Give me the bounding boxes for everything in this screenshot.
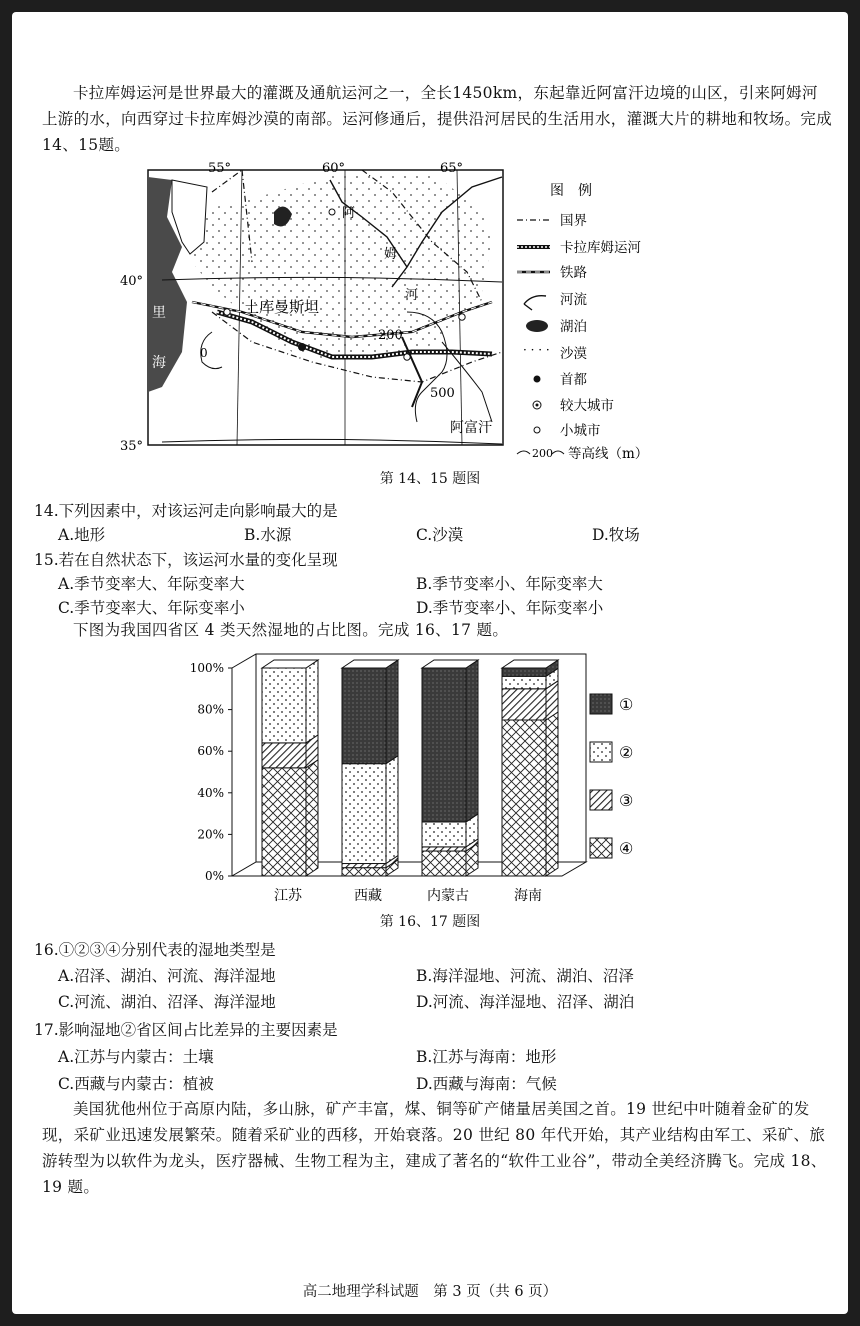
legend-small-city	[534, 423, 601, 439]
bar-side	[386, 660, 398, 764]
bar-front	[262, 668, 306, 743]
contour-0-label: 0	[200, 346, 208, 360]
legend-label: ④	[619, 839, 634, 858]
bar-front	[342, 668, 386, 764]
svg-text:沙漠: 沙漠	[560, 346, 587, 362]
bar-front	[502, 668, 546, 676]
lat-35-label: 35°	[120, 439, 144, 454]
legend-desert	[523, 343, 588, 362]
svg-text:首都: 首都	[560, 372, 587, 388]
q14-option-a: A.地形	[58, 526, 106, 544]
chart-top-edge	[232, 654, 256, 668]
q15-option-c: C.季节变率大、年际变率小	[58, 599, 245, 617]
y-tick-label: 40%	[197, 785, 224, 800]
bar-segment	[422, 660, 478, 822]
q14-stem: 14.下列因素中，对该运河走向影响最大的是	[34, 502, 338, 520]
x-category-label: 西藏	[354, 888, 382, 904]
bar-side	[306, 760, 318, 876]
bar-front	[342, 764, 386, 864]
map-label-sea-1: 里	[152, 305, 166, 321]
q15-option-d: D.季节变率小、年际变率小	[416, 599, 604, 617]
bar-segment	[262, 660, 318, 743]
q17-option-c: C.西藏与内蒙古：植被	[58, 1075, 214, 1093]
bar-front	[422, 847, 466, 851]
svg-text:200: 200	[532, 447, 553, 460]
q16-stem: 16.①②③④分别代表的湿地类型是	[34, 941, 276, 959]
intro-q18-19: 美国犹他州位于高原内陆，多山脉，矿产丰富，煤、铜等矿产储量居美国之首。19 世纪中叶随着金矿的发现，采矿业迅速发展繁荣。随着采矿业的西移，开始衰落。20 世纪 80 年代开始，其产业结构由军工、采矿、旅游转型为以软件为龙头，医疗器械、生物工程为主，建成了著名的“软件工业谷”，带动全美经济腾飞。完成 18、19 题。	[42, 1100, 827, 1196]
q16-option-d: D.河流、海洋湿地、沼泽、湖泊	[416, 993, 635, 1011]
svg-text:卡拉库姆运河: 卡拉库姆运河	[560, 240, 641, 256]
y-tick-label: 100%	[189, 661, 224, 675]
bar-front	[342, 868, 386, 876]
y-tick-label: 0%	[204, 869, 224, 883]
x-category-label: 海南	[514, 888, 542, 904]
q14-option-d: D.牧场	[592, 526, 640, 544]
x-category-label: 内蒙古	[427, 888, 469, 904]
chart-bars	[262, 660, 558, 876]
q14-option-b: B.水源	[244, 526, 292, 544]
intro-q14-15: 卡拉库姆运河是世界最大的灌溉及通航运河之一，全长1450km，东起靠近阿富汗边境的山区，引来阿姆河上游的水，向西穿过卡拉库姆沙漠的南部。运河修通后，提供沿河居民的生活用水，灌溉大片的耕地和牧场。完成14、15题。	[42, 84, 833, 154]
legend-border	[517, 213, 588, 229]
y-tick-label: 60%	[197, 744, 224, 759]
bar-side	[466, 660, 478, 822]
map-label-sea-2: 海	[152, 355, 166, 371]
chart-x-axis	[274, 887, 542, 904]
bar-side	[546, 712, 558, 876]
svg-text:铁路: 铁路	[560, 265, 587, 281]
x-category-label: 江苏	[274, 888, 302, 904]
svg-text:国界: 国界	[560, 213, 587, 229]
legend-lake	[526, 319, 587, 335]
svg-text:等高线（m）: 等高线（m）	[568, 446, 649, 462]
legend-railway	[517, 264, 588, 281]
bar-segment	[342, 660, 398, 764]
legend-label: ①	[619, 695, 634, 714]
lon-60-label: 60°	[322, 161, 346, 176]
legend-capital	[534, 372, 588, 388]
q15-option-b: B.季节变率小、年际变率大	[416, 575, 603, 593]
svg-text:小城市: 小城市	[560, 423, 601, 439]
map-label-afghanistan: 阿富汗	[450, 420, 492, 436]
bar-front	[422, 851, 466, 876]
chart-legend	[590, 694, 633, 858]
legend-label: ③	[619, 791, 634, 810]
lon-55-label: 55°	[208, 161, 232, 176]
legend-title: 图 例	[550, 183, 592, 199]
contour-200-label: 200	[378, 328, 403, 343]
y-tick-label: 80%	[197, 702, 224, 717]
wetland-share-chart	[12, 642, 848, 912]
svg-text:湖泊: 湖泊	[560, 319, 587, 335]
lon-65-label: 65°	[440, 161, 464, 176]
page-footer: 高二地理学科试题 第 3 页（共 6 页）	[302, 1284, 558, 1300]
q16-option-c: C.河流、湖泊、沼泽、海洋湿地	[58, 993, 276, 1011]
lat-40-label: 40°	[120, 274, 144, 289]
svg-text:河流: 河流	[560, 292, 587, 308]
svg-text:· · · ·: · · · ·	[523, 343, 550, 357]
bar-segment	[262, 760, 318, 876]
bar-side	[386, 756, 398, 864]
svg-text:较大城市: 较大城市	[560, 398, 614, 414]
legend-contour	[517, 445, 648, 462]
bar-front	[502, 720, 546, 876]
q14-option-c: C.沙漠	[416, 526, 464, 544]
bar-side	[306, 660, 318, 743]
bar-segment	[342, 756, 398, 864]
bar-front	[502, 689, 546, 720]
y-tick-label: 20%	[197, 827, 224, 842]
legend-large-city	[533, 397, 614, 414]
exam-page	[12, 12, 848, 1314]
legend-label: ②	[619, 743, 634, 762]
legend-swatch	[590, 694, 612, 714]
chart-caption: 第 16、17 题图	[379, 914, 481, 930]
legend-swatch	[590, 742, 612, 762]
q17-option-d: D.西藏与海南：气候	[416, 1075, 557, 1093]
q15-stem: 15.若在自然状态下，该运河水量的变化呈现	[34, 551, 338, 569]
q16-option-a: A.沼泽、湖泊、河流、海洋湿地	[58, 967, 276, 985]
map-caption: 第 14、15 题图	[379, 471, 481, 487]
contour-500-label: 500	[430, 386, 455, 401]
intro-q16-17: 下图为我国四省区 4 类天然湿地的占比图。完成 16、17 题。	[73, 621, 509, 639]
legend-canal	[517, 239, 641, 256]
q16-option-b: B.海洋湿地、河流、湖泊、沼泽	[416, 967, 634, 985]
legend-river	[524, 291, 588, 310]
bar-segment	[502, 712, 558, 876]
q15-option-a: A.季节变率大、年际变率大	[58, 575, 245, 593]
bar-front	[342, 864, 386, 868]
bar-front	[422, 822, 466, 847]
q17-option-a: A.江苏与内蒙古：土壤	[58, 1048, 214, 1066]
map-label-amu-2: 姆	[384, 247, 398, 262]
q17-option-b: B.江苏与海南：地形	[416, 1048, 557, 1066]
map-label-amu-3: 河	[405, 288, 419, 303]
map-label-amu-1: 阿	[342, 206, 356, 221]
karakum-canal-map	[12, 12, 848, 482]
bar-front	[262, 743, 306, 768]
bar-front	[262, 768, 306, 876]
chart-y-axis	[190, 661, 232, 883]
q17-stem: 17.影响湿地②省区间占比差异的主要因素是	[34, 1021, 338, 1039]
bar-front	[422, 668, 466, 822]
bar-front	[502, 676, 546, 688]
map-label-turkmenistan: 土库曼斯坦	[244, 298, 320, 316]
legend-swatch	[590, 790, 612, 810]
legend-swatch	[590, 838, 612, 858]
